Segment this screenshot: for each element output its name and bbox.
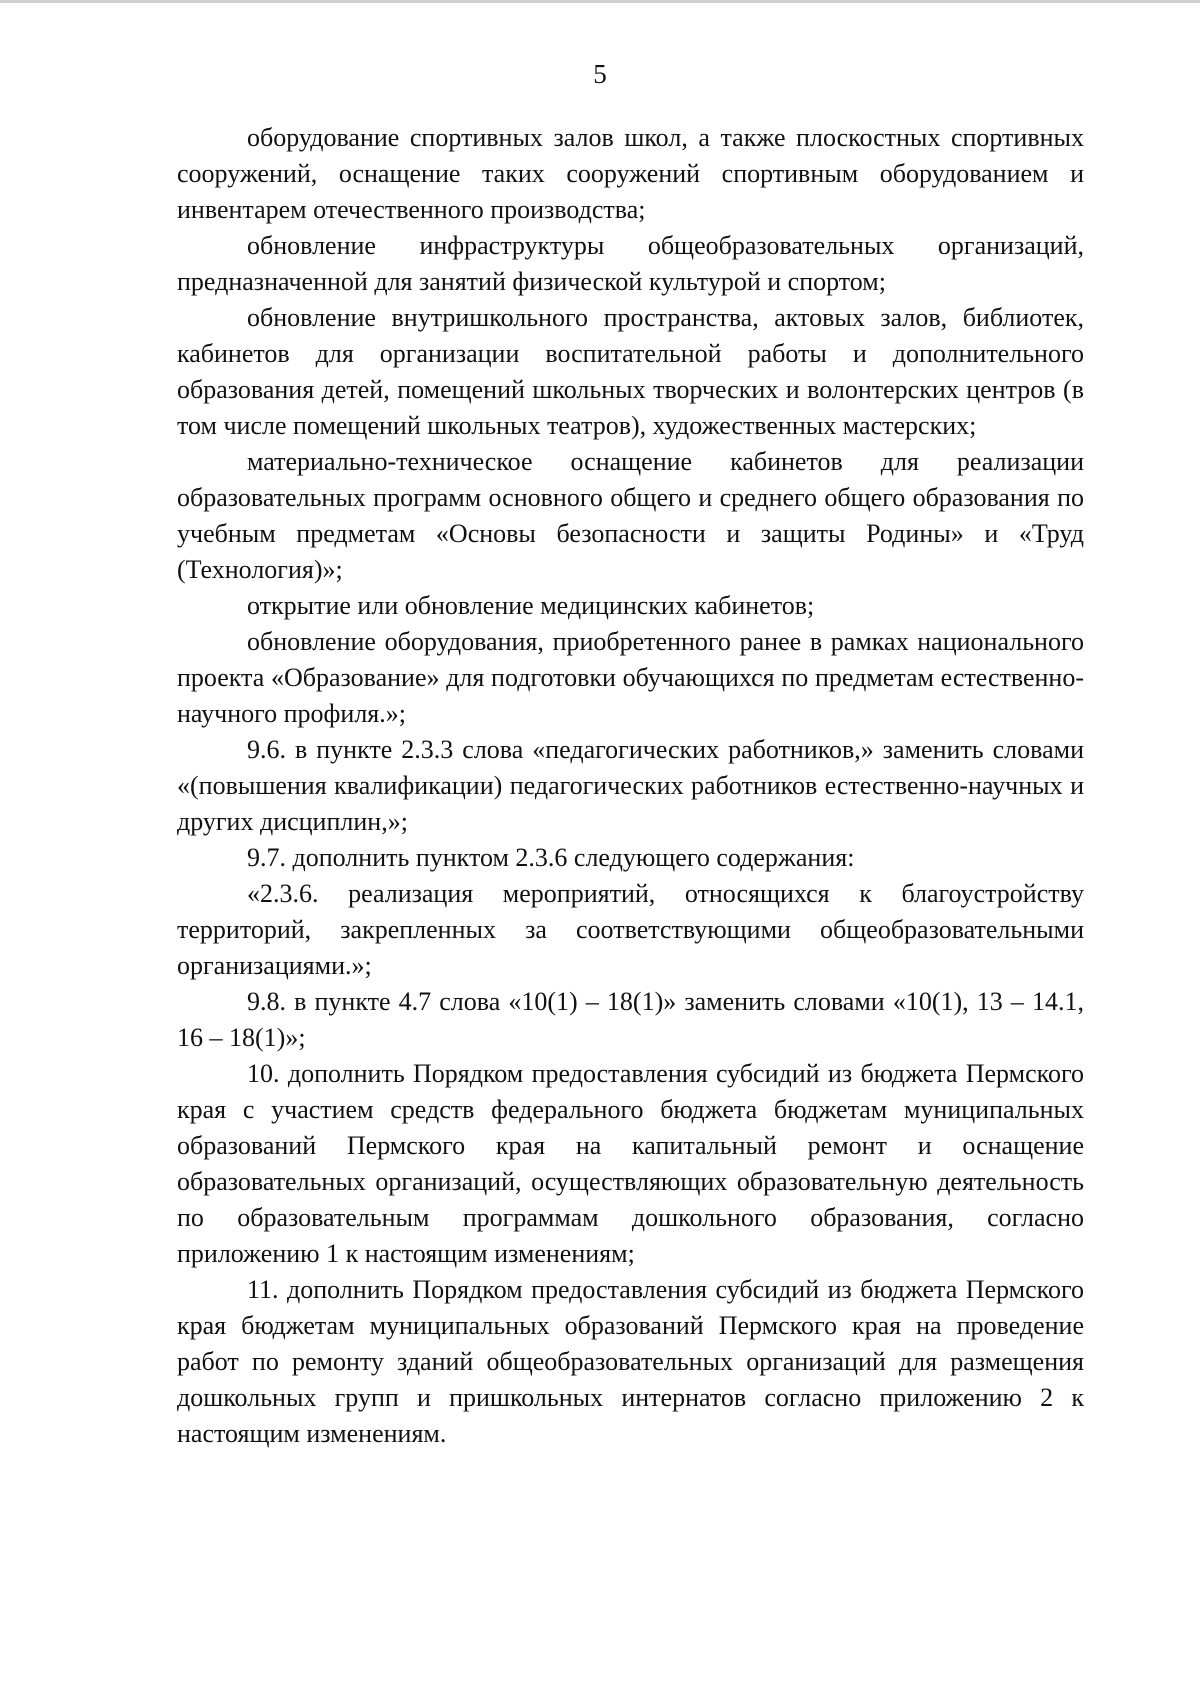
page-number: 5 (593, 59, 607, 89)
paragraph-item-2-3-6: «2.3.6. реализация мероприятий, относящихся к благоустройству территорий, закрепленных за соответствующими общеобразовательными организациями.»; (177, 879, 1084, 980)
paragraph-item-9-6: 9.6. в пункте 2.3.3 слова «педагогических работников,» заменить словами «(повышения квалификации) педагогических работников естественно-научных и других дисциплин,»; (177, 735, 1084, 836)
paragraph-intraschool-space: обновление внутришкольного пространства, актовых залов, библиотек, кабинетов для организации воспитательной работы и дополнительного образования детей, помещений школьных творческих и волонтерских центров (в том числе помещений школьных театров), художественных мастерских; (177, 303, 1084, 440)
paragraph-item-9-7: 9.7. дополнить пунктом 2.3.6 следующего содержания: (247, 843, 855, 872)
paragraph-sports-equipment: оборудование спортивных залов школ, а также плоскостных спортивных сооружений, оснащение таких сооружений спортивным оборудованием и инвентарем отечественного производства; (177, 123, 1084, 224)
paragraph-medical-rooms: открытие или обновление медицинских кабинетов; (247, 591, 815, 620)
paragraph-infrastructure-update: обновление инфраструктуры общеобразовательных организаций, предназначенной для занятий физической культурой и спортом; (177, 231, 1084, 296)
paragraph-item-9-8: 9.8. в пункте 4.7 слова «10(1) – 18(1)» заменить словами «10(1), 13 – 14.1, 16 – 18(1)»; (177, 987, 1084, 1052)
document-body (177, 120, 1084, 1452)
paragraph-equipment-update: обновление оборудования, приобретенного ранее в рамках национального проекта «Образование» для подготовки обучающихся по предметам естественно-научного профиля.»; (177, 627, 1084, 728)
paragraph-item-10: 10. дополнить Порядком предоставления субсидий из бюджета Пермского края с участием средств федерального бюджета бюджетам муниципальных образований Пермского края на капитальный ремонт и оснащение образовательных организаций, осуществляющих образовательную деятельность по образовательным программам дошкольного образования, согласно приложению 1 к настоящим изменениям; (177, 1059, 1084, 1268)
paragraph-item-11: 11. дополнить Порядком предоставления субсидий из бюджета Пермского края бюджетам муниципальных образований Пермского края на проведение работ по ремонту зданий общеобразовательных организаций для размещения дошкольных групп и пришкольных интернатов согласно приложению 2 к настоящим изменениям. (177, 1275, 1084, 1448)
scan-top-edge (0, 0, 1200, 3)
paragraph-classroom-equipment: материально-техническое оснащение кабинетов для реализации образовательных программ основного общего и среднего общего образования по учебным предметам «Основы безопасности и защиты Родины» и «Труд (Технология)»; (177, 447, 1084, 584)
